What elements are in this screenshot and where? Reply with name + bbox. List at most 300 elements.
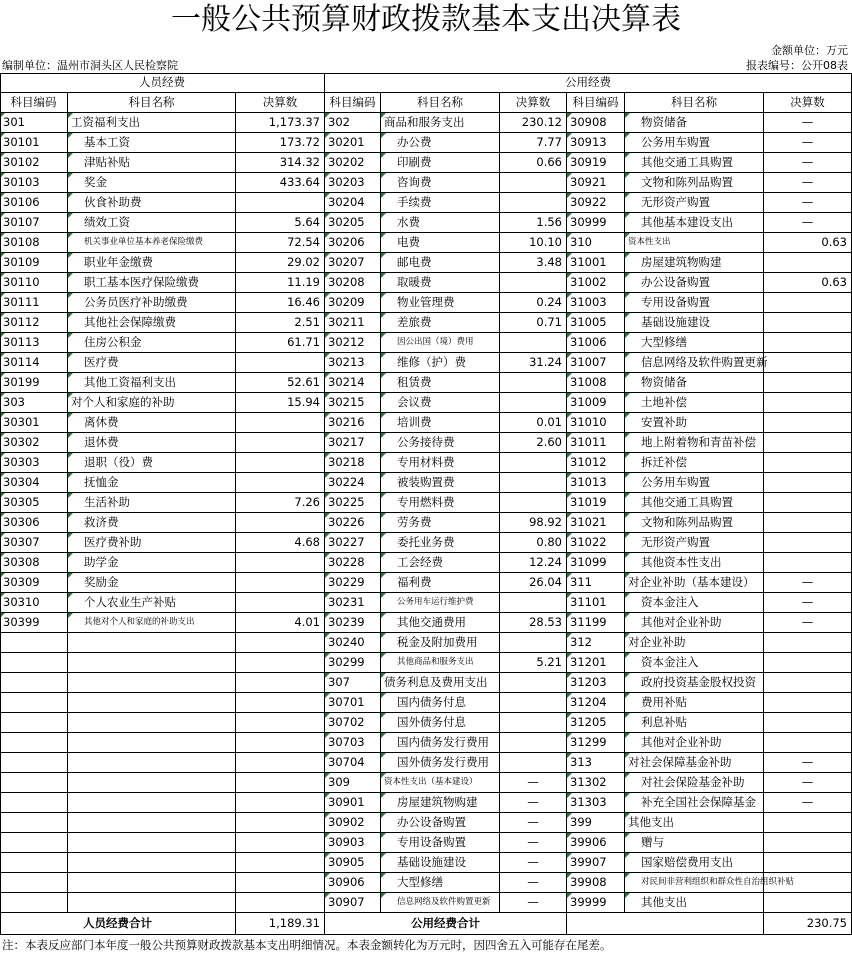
row-name: 绩效工资 <box>68 213 236 233</box>
row-code: 31003 <box>567 293 625 313</box>
row-name: 基础设施建设 <box>381 853 500 873</box>
row-amount: 173.72 <box>236 133 325 153</box>
row-code: 31299 <box>567 733 625 753</box>
row-name: 劳务费 <box>381 513 500 533</box>
row-amount: — <box>500 793 567 813</box>
row-code: 30208 <box>325 273 381 293</box>
row-name: 大型修缮 <box>625 333 764 353</box>
row-amount <box>764 433 852 453</box>
row-name: 税金及附加费用 <box>381 633 500 653</box>
row-code: 313 <box>567 753 625 773</box>
row-code: 31199 <box>567 613 625 633</box>
row-name: 商品和服务支出 <box>381 113 500 133</box>
row-amount <box>764 293 852 313</box>
row-amount: 433.64 <box>236 173 325 193</box>
row-code: 30304 <box>0 473 68 493</box>
row-code: 30307 <box>0 533 68 553</box>
row-code: 30913 <box>567 133 625 153</box>
row-name <box>68 893 236 913</box>
row-name: 对个人和家庭的补助 <box>68 393 236 413</box>
col-header-code: 科目编码 <box>567 93 625 113</box>
row-name: 物业管理费 <box>381 293 500 313</box>
row-code: 30703 <box>325 733 381 753</box>
row-code: 30231 <box>325 593 381 613</box>
row-amount <box>236 453 325 473</box>
row-name: 其他支出 <box>625 893 764 913</box>
row-code: 30310 <box>0 593 68 613</box>
row-code: 30919 <box>567 153 625 173</box>
row-name: 政府投资基金股权投资 <box>625 673 764 693</box>
row-code: 30905 <box>325 853 381 873</box>
row-name: 大型修缮 <box>381 873 500 893</box>
row-code: 309 <box>325 773 381 793</box>
row-code: 30303 <box>0 453 68 473</box>
row-code: 31002 <box>567 273 625 293</box>
row-amount: — <box>764 133 852 153</box>
row-amount <box>764 873 852 893</box>
row-code: 39908 <box>567 873 625 893</box>
row-code: 30212 <box>325 333 381 353</box>
row-amount <box>236 413 325 433</box>
row-amount <box>236 873 325 893</box>
page-title: 一般公共预算财政拨款基本支出决算表 <box>171 2 681 37</box>
row-code: 30214 <box>325 373 381 393</box>
public-total-label: 公用经费合计 <box>325 913 567 935</box>
row-code: 30201 <box>325 133 381 153</box>
row-amount <box>236 193 325 213</box>
row-code: 30204 <box>325 193 381 213</box>
public-header: 公用经费 <box>325 73 852 93</box>
row-code: 31001 <box>567 253 625 273</box>
row-amount: 0.71 <box>500 313 567 333</box>
row-code: 31012 <box>567 453 625 473</box>
row-code: 30308 <box>0 553 68 573</box>
row-name: 对企业补助 <box>625 633 764 653</box>
row-amount: 16.46 <box>236 293 325 313</box>
row-name <box>68 633 236 653</box>
row-amount: 72.54 <box>236 233 325 253</box>
row-amount: 98.92 <box>500 513 567 533</box>
row-code <box>0 853 68 873</box>
row-code: 30103 <box>0 173 68 193</box>
row-amount <box>764 813 852 833</box>
row-amount: 4.68 <box>236 533 325 553</box>
row-code: 31101 <box>567 593 625 613</box>
row-amount <box>500 393 567 413</box>
row-code: 30211 <box>325 313 381 333</box>
row-name: 物资储备 <box>625 373 764 393</box>
row-name: 其他交通工具购置 <box>625 493 764 513</box>
row-code: 30203 <box>325 173 381 193</box>
row-amount <box>236 893 325 913</box>
row-name: 其他支出 <box>625 813 764 833</box>
row-name: 住房公积金 <box>68 333 236 353</box>
row-code: 31006 <box>567 333 625 353</box>
footnote: 注：本表反应部门本年度一般公共预算财政拨款基本支出明细情况。本表金额转化为万元时，因四舍五入可能存在尾差。 <box>2 938 612 952</box>
row-name: 工资福利支出 <box>68 113 236 133</box>
row-code <box>0 833 68 853</box>
row-name: 信息网络及软件购置更新 <box>381 893 500 913</box>
row-amount <box>236 433 325 453</box>
row-name: 办公费 <box>381 133 500 153</box>
row-name <box>68 833 236 853</box>
row-code: 30399 <box>0 613 68 633</box>
row-code: 30229 <box>325 573 381 593</box>
row-amount: 7.26 <box>236 493 325 513</box>
personnel-total-label: 人员经费合计 <box>0 913 236 935</box>
row-amount: 2.60 <box>500 433 567 453</box>
row-code: 30704 <box>325 753 381 773</box>
row-name: 文物和陈列品购置 <box>625 173 764 193</box>
row-amount <box>764 853 852 873</box>
row-amount <box>236 353 325 373</box>
row-amount <box>764 553 852 573</box>
row-name: 抚恤金 <box>68 473 236 493</box>
row-amount <box>500 493 567 513</box>
row-code: 30114 <box>0 353 68 373</box>
row-name: 其他对企业补助 <box>625 613 764 633</box>
row-name: 房屋建筑物购建 <box>381 793 500 813</box>
row-code: 303 <box>0 393 68 413</box>
row-code: 30702 <box>325 713 381 733</box>
row-amount <box>500 273 567 293</box>
row-amount <box>764 313 852 333</box>
row-amount <box>236 833 325 853</box>
row-code: 30205 <box>325 213 381 233</box>
row-name: 手续费 <box>381 193 500 213</box>
row-code: 30901 <box>325 793 381 813</box>
row-amount <box>500 693 567 713</box>
row-name: 取暖费 <box>381 273 500 293</box>
row-amount: 5.64 <box>236 213 325 233</box>
row-code: 31201 <box>567 653 625 673</box>
row-name: 维修（护）费 <box>381 353 500 373</box>
row-amount <box>764 473 852 493</box>
row-name: 其他对个人和家庭的补助支出 <box>68 613 236 633</box>
row-code: 30224 <box>325 473 381 493</box>
row-name: 津贴补贴 <box>68 153 236 173</box>
row-code: 30299 <box>325 653 381 673</box>
unit-label: 金额单位：万元 <box>771 44 848 57</box>
row-name: 公务接待费 <box>381 433 500 453</box>
row-code: 31022 <box>567 533 625 553</box>
row-code <box>0 733 68 753</box>
row-code: 30907 <box>325 893 381 913</box>
row-name <box>68 713 236 733</box>
row-amount <box>236 593 325 613</box>
row-amount: 230.12 <box>500 113 567 133</box>
row-name: 国内债务付息 <box>381 693 500 713</box>
row-code: 307 <box>325 673 381 693</box>
row-amount <box>236 513 325 533</box>
row-code: 30902 <box>325 813 381 833</box>
personnel-header: 人员经费 <box>0 73 325 93</box>
row-code: 30199 <box>0 373 68 393</box>
row-amount: 0.01 <box>500 413 567 433</box>
row-name <box>68 793 236 813</box>
row-name: 奖励金 <box>68 573 236 593</box>
row-amount <box>764 373 852 393</box>
row-amount: 0.66 <box>500 153 567 173</box>
row-name: 租赁费 <box>381 373 500 393</box>
row-name: 福利费 <box>381 573 500 593</box>
row-name: 房屋建筑物购建 <box>625 253 764 273</box>
row-amount <box>764 413 852 433</box>
row-code: 30107 <box>0 213 68 233</box>
row-amount <box>764 673 852 693</box>
row-code: 399 <box>567 813 625 833</box>
row-amount <box>236 693 325 713</box>
row-name <box>68 873 236 893</box>
row-name: 电费 <box>381 233 500 253</box>
row-code: 30239 <box>325 613 381 633</box>
row-code: 31019 <box>567 493 625 513</box>
row-code <box>0 773 68 793</box>
row-name: 其他基本建设支出 <box>625 213 764 233</box>
row-name: 安置补助 <box>625 413 764 433</box>
row-amount: 7.77 <box>500 133 567 153</box>
row-name <box>68 853 236 873</box>
row-code: 30113 <box>0 333 68 353</box>
org-label: 编制单位：温州市洞头区人民检察院 <box>2 59 178 72</box>
row-code: 302 <box>325 113 381 133</box>
row-name: 资本性支出 <box>625 233 764 253</box>
row-name: 工会经费 <box>381 553 500 573</box>
row-amount <box>764 493 852 513</box>
row-code: 30302 <box>0 433 68 453</box>
col-header-amount: 决算数 <box>500 93 567 113</box>
row-code <box>0 793 68 813</box>
row-name: 因公出国（境）费用 <box>381 333 500 353</box>
row-amount: 3.48 <box>500 253 567 273</box>
row-amount: 26.04 <box>500 573 567 593</box>
row-amount <box>764 653 852 673</box>
row-amount <box>236 773 325 793</box>
row-amount <box>764 713 852 733</box>
row-amount <box>500 633 567 653</box>
row-name: 国家赔偿费用支出 <box>625 853 764 873</box>
row-code: 30202 <box>325 153 381 173</box>
row-amount <box>236 853 325 873</box>
row-amount <box>500 453 567 473</box>
row-amount: — <box>500 873 567 893</box>
row-amount: 2.51 <box>236 313 325 333</box>
row-name: 物资储备 <box>625 113 764 133</box>
row-code: 310 <box>567 233 625 253</box>
row-amount: 0.24 <box>500 293 567 313</box>
row-code: 30301 <box>0 413 68 433</box>
row-amount: 28.53 <box>500 613 567 633</box>
row-name: 资本金注入 <box>625 653 764 673</box>
row-code: 30209 <box>325 293 381 313</box>
row-amount <box>236 673 325 693</box>
row-amount: — <box>500 893 567 913</box>
row-amount <box>764 733 852 753</box>
row-code: 31009 <box>567 393 625 413</box>
row-name: 办公设备购置 <box>381 813 500 833</box>
row-code: 30218 <box>325 453 381 473</box>
row-amount: 0.63 <box>764 273 852 293</box>
row-name: 利息补贴 <box>625 713 764 733</box>
col-header-name: 科目名称 <box>68 93 236 113</box>
row-name: 基本工资 <box>68 133 236 153</box>
row-name <box>68 653 236 673</box>
row-amount: — <box>500 773 567 793</box>
row-name: 资本性支出（基本建设） <box>381 773 500 793</box>
row-name: 专用燃料费 <box>381 493 500 513</box>
row-amount: 52.61 <box>236 373 325 393</box>
row-code <box>0 693 68 713</box>
row-name: 离休费 <box>68 413 236 433</box>
row-amount: 10.10 <box>500 233 567 253</box>
row-code: 30109 <box>0 253 68 273</box>
personnel-total-amount: 1,189.31 <box>236 913 325 935</box>
row-code <box>0 673 68 693</box>
row-code: 30306 <box>0 513 68 533</box>
row-amount: — <box>764 793 852 813</box>
row-amount <box>500 473 567 493</box>
row-code: 30908 <box>567 113 625 133</box>
row-code: 30227 <box>325 533 381 553</box>
row-code: 30206 <box>325 233 381 253</box>
row-name: 土地补偿 <box>625 393 764 413</box>
row-amount <box>500 713 567 733</box>
row-name: 债务利息及费用支出 <box>381 673 500 693</box>
row-amount: 1.56 <box>500 213 567 233</box>
row-code: 31011 <box>567 433 625 453</box>
row-code: 301 <box>0 113 68 133</box>
row-name: 其他对企业补助 <box>625 733 764 753</box>
row-amount <box>764 333 852 353</box>
row-amount <box>500 173 567 193</box>
row-name: 机关事业单位基本养老保险缴费 <box>68 233 236 253</box>
row-amount: — <box>764 573 852 593</box>
row-amount <box>500 673 567 693</box>
row-name: 印刷费 <box>381 153 500 173</box>
row-name: 水费 <box>381 213 500 233</box>
row-name: 差旅费 <box>381 313 500 333</box>
row-name: 委托业务费 <box>381 533 500 553</box>
row-name: 被装购置费 <box>381 473 500 493</box>
row-name: 医疗费 <box>68 353 236 373</box>
row-amount <box>236 713 325 733</box>
row-amount <box>236 473 325 493</box>
row-name: 其他商品和服务支出 <box>381 653 500 673</box>
row-amount: 31.24 <box>500 353 567 373</box>
row-name: 伙食补助费 <box>68 193 236 213</box>
row-amount: 15.94 <box>236 393 325 413</box>
row-name: 公务员医疗补助缴费 <box>68 293 236 313</box>
row-code: 30701 <box>325 693 381 713</box>
row-code: 31008 <box>567 373 625 393</box>
row-name: 公务用车购置 <box>625 473 764 493</box>
row-name: 公务用车购置 <box>625 133 764 153</box>
row-amount: — <box>500 853 567 873</box>
row-name <box>68 693 236 713</box>
row-amount <box>764 513 852 533</box>
row-amount <box>764 693 852 713</box>
row-amount: — <box>764 153 852 173</box>
row-name: 国内债务发行费用 <box>381 733 500 753</box>
row-amount: 0.63 <box>764 233 852 253</box>
row-code: 30217 <box>325 433 381 453</box>
row-code: 39907 <box>567 853 625 873</box>
row-name: 专用材料费 <box>381 453 500 473</box>
row-name: 邮电费 <box>381 253 500 273</box>
col-header-name: 科目名称 <box>381 93 500 113</box>
report-code: 报表编号：公开08表 <box>746 59 848 72</box>
row-amount <box>500 373 567 393</box>
row-name: 地上附着物和青苗补偿 <box>625 433 764 453</box>
row-code: 30309 <box>0 573 68 593</box>
row-amount <box>236 813 325 833</box>
row-name: 生活补助 <box>68 493 236 513</box>
row-name: 专用设备购置 <box>381 833 500 853</box>
row-amount <box>500 593 567 613</box>
row-name: 其他资本性支出 <box>625 553 764 573</box>
row-amount: 0.80 <box>500 533 567 553</box>
row-name: 资本金注入 <box>625 593 764 613</box>
row-code: 31205 <box>567 713 625 733</box>
row-code: 30112 <box>0 313 68 333</box>
row-code: 39999 <box>567 893 625 913</box>
row-name: 咨询费 <box>381 173 500 193</box>
row-name: 无形资产购置 <box>625 533 764 553</box>
row-code: 39906 <box>567 833 625 853</box>
row-name: 其他交通工具购置 <box>625 153 764 173</box>
row-code <box>0 893 68 913</box>
row-amount <box>236 573 325 593</box>
public-total-spacer <box>567 913 764 935</box>
row-amount: — <box>764 753 852 773</box>
row-name: 赠与 <box>625 833 764 853</box>
col-header-name: 科目名称 <box>625 93 764 113</box>
row-name: 文物和陈列品购置 <box>625 513 764 533</box>
row-amount <box>764 453 852 473</box>
row-amount <box>764 393 852 413</box>
row-name <box>68 673 236 693</box>
row-code: 31203 <box>567 673 625 693</box>
row-name: 拆迁补偿 <box>625 453 764 473</box>
row-code: 30207 <box>325 253 381 273</box>
row-name <box>68 773 236 793</box>
row-code: 30216 <box>325 413 381 433</box>
row-name: 职工基本医疗保险缴费 <box>68 273 236 293</box>
row-amount <box>500 333 567 353</box>
row-amount: 4.01 <box>236 613 325 633</box>
row-code: 312 <box>567 633 625 653</box>
row-amount: — <box>764 173 852 193</box>
row-code: 30921 <box>567 173 625 193</box>
row-name: 无形资产购置 <box>625 193 764 213</box>
row-code: 30101 <box>0 133 68 153</box>
row-amount <box>500 193 567 213</box>
row-name: 国外债务付息 <box>381 713 500 733</box>
col-header-code: 科目编码 <box>325 93 381 113</box>
col-header-code: 科目编码 <box>0 93 68 113</box>
expenditure-table <box>0 73 852 935</box>
row-amount <box>236 733 325 753</box>
row-code: 30906 <box>325 873 381 893</box>
row-amount <box>764 353 852 373</box>
row-name: 其他交通费用 <box>381 613 500 633</box>
row-name: 对社会保险基金补助 <box>625 773 764 793</box>
row-code: 31005 <box>567 313 625 333</box>
col-header-amount: 决算数 <box>764 93 852 113</box>
row-amount <box>764 533 852 553</box>
row-code: 31007 <box>567 353 625 373</box>
row-amount: — <box>764 113 852 133</box>
